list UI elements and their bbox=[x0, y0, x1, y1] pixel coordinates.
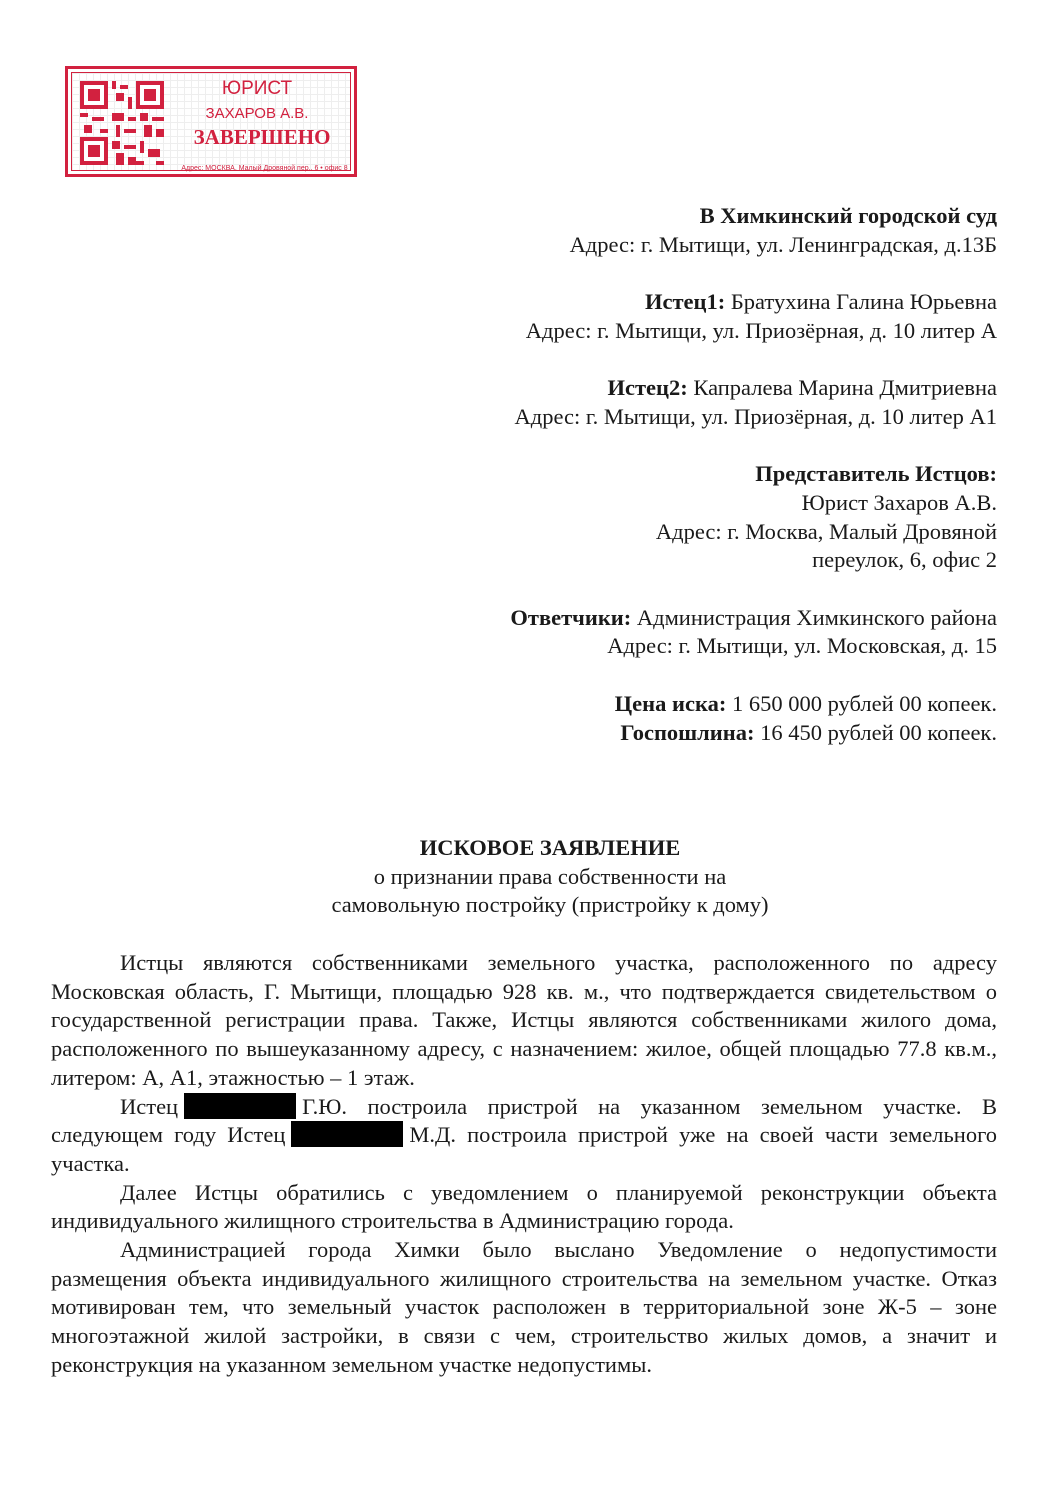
paragraph-2-part-2: Г.Ю. построила пристрой на указанном земельном участке. В следующем году Истец bbox=[51, 1093, 997, 1148]
stamp-address: Адрес: МОСКВА, Малый Дровяной пер., 6 • офис 8 bbox=[181, 165, 348, 172]
plaintiff1 bbox=[510, 288, 997, 317]
redacted-surname bbox=[291, 1121, 403, 1147]
defendant-label: Ответчики: bbox=[510, 604, 632, 630]
paragraph-2-part-1: Истец bbox=[120, 1093, 179, 1119]
court-name: В Химкинский городской суд bbox=[699, 203, 997, 228]
representative-address-1: Адрес: г. Москва, Малый Дровяной bbox=[655, 518, 997, 544]
claim-price bbox=[510, 690, 997, 719]
lawyer-stamp bbox=[65, 66, 357, 177]
claim-price-value: 1 650 000 рублей 00 копеек. bbox=[726, 690, 997, 716]
title-sub-2: самовольную постройку (пристройку к дому) bbox=[331, 892, 769, 918]
title-sub-1: о признании права собственности на bbox=[373, 863, 727, 889]
representative-address-2: переулок, 6, офис 2 bbox=[812, 547, 997, 573]
defendant-name: Администрация Химкинского района bbox=[631, 604, 997, 630]
representative-label: Представитель Истцов: bbox=[755, 461, 997, 487]
state-fee-label: Госпошлина: bbox=[620, 719, 755, 745]
defendant bbox=[510, 604, 997, 633]
court-address: Адрес: г. Мытищи, ул. Ленинградская, д.13Б bbox=[569, 231, 997, 257]
paragraph-3: Далее Истцы обратились с уведомлением о планируемой реконструкции объекта индивидуального жилищного строительства в Администрацию города. bbox=[51, 1179, 997, 1234]
title-main: ИСКОВОЕ ЗАЯВЛЕНИЕ bbox=[419, 835, 681, 860]
plaintiff1-label: Истец1: bbox=[645, 289, 726, 315]
claim-price-label: Цена иска: bbox=[614, 690, 727, 716]
redacted-surname bbox=[184, 1093, 296, 1119]
plaintiff2 bbox=[510, 374, 997, 403]
plaintiff2-address: Адрес: г. Мытищи, ул. Приозёрная, д. 10 литер А1 bbox=[514, 403, 997, 429]
defendant-address: Адрес: г. Мытищи, ул. Московская, д. 15 bbox=[607, 633, 997, 659]
plaintiff1-name: Братухина Галина Юрьевна bbox=[725, 289, 997, 315]
stamp-name: ЗАХАРОВ А.В. bbox=[205, 105, 309, 122]
document-body bbox=[51, 949, 997, 1380]
stamp-title: ЮРИСТ bbox=[221, 78, 293, 99]
plaintiff2-name: Капралева Марина Дмитриевна bbox=[687, 375, 997, 401]
state-fee-value: 16 450 рублей 00 копеек. bbox=[754, 719, 997, 745]
stamp-status: ЗАВЕРШЕНО bbox=[193, 125, 331, 149]
plaintiff2-label: Истец2: bbox=[607, 375, 688, 401]
document-title bbox=[0, 834, 1061, 920]
state-fee bbox=[510, 719, 997, 748]
paragraph-2-part-3: М.Д. построила пристрой уже на своей части земельного участка. bbox=[51, 1122, 997, 1176]
paragraph-2 bbox=[51, 1093, 997, 1179]
plaintiff1-address: Адрес: г. Мытищи, ул. Приозёрная, д. 10 литер А bbox=[525, 317, 997, 343]
addressee-block bbox=[510, 202, 997, 747]
paragraph-1: Истцы являются собственниками земельного участка, расположенного по адресу Московская область, Г. Мытищи, площадью 928 кв. м., что подтверждается свидетельством о государственной регистрации права. Также, Истцы являются собственниками жилого дома, расположенного по вышеуказанному адресу, с назначением: жилое, общей площадью 77.8 кв.м., литером: А, А1, этажностью – 1 этаж. bbox=[51, 950, 997, 1090]
representative-name: Юрист Захаров А.В. bbox=[801, 489, 997, 515]
qr-code-icon bbox=[80, 81, 164, 165]
paragraph-4: Администрацией города Химки было выслано Уведомление о недопустимости размещения объекта индивидуального жилищного строительства на земельном участке. Отказ мотивирован тем, что земельный участок расположен в территориальной зоне Ж-5 – зоне многоэтажной жилой застройки, в связи с чем, строительство жилых домов, а значит и реконструкция на указанном земельном участке недопустимы. bbox=[51, 1237, 997, 1377]
